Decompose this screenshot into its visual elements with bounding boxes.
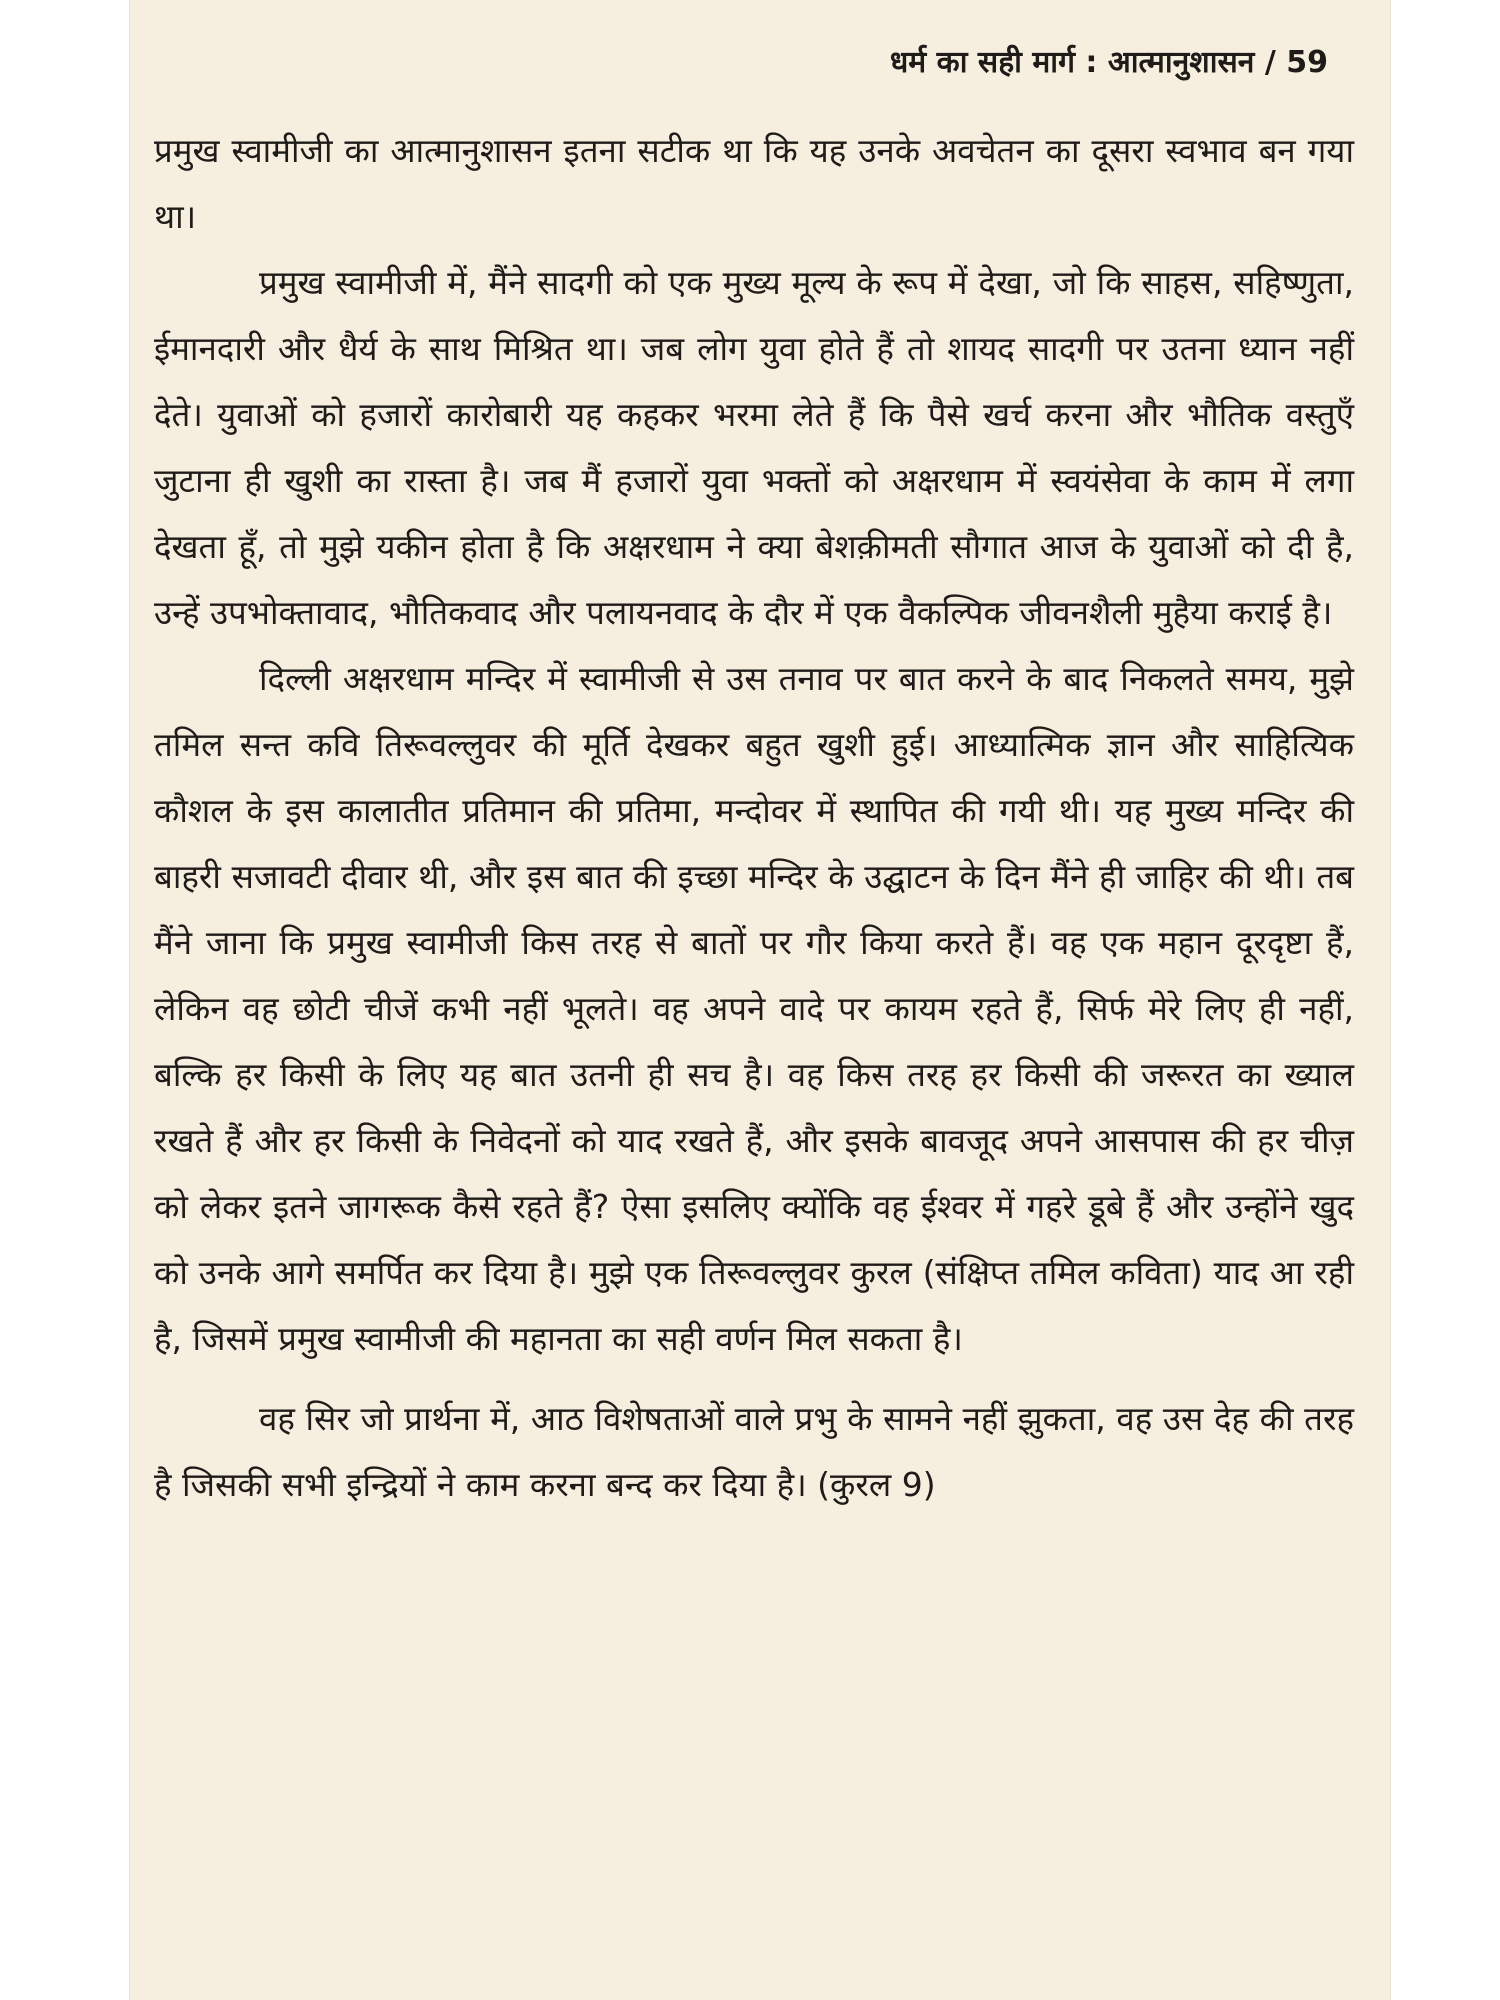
body-text (154, 118, 1354, 1518)
kural-quote: वह सिर जो प्रार्थना में, आठ विशेषताओं वाले प्रभु के सामने नहीं झुकता, वह उस देह की तरह है जिसकी सभी इन्द्रियों ने काम करना बन्द कर दिया है। (कुरल 9) (154, 1399, 1354, 1504)
book-page (130, 0, 1390, 2000)
paragraph-2: प्रमुख स्वामीजी में, मैंने सादगी को एक मुख्य मूल्य के रूप में देखा, जो कि साहस, सहिष्णुता, ईमानदारी और धैर्य के साथ मिश्रित था। जब लोग युवा होते हैं तो शायद सादगी पर उतना ध्यान नहीं देते। युवाओं को हजारों कारोबारी यह कहकर भरमा लेते हैं कि पैसे खर्च करना और भौतिक वस्तुएँ जुटाना ही खुशी का रास्ता है। जब मैं हजारों युवा भक्तों को अक्षरधाम में स्वयंसेवा के काम में लगा देखता हूँ, तो मुझे यकीन होता है कि अक्षरधाम ने क्या बेशक़ीमती सौगात आज के युवाओं को दी है, उन्हें उपभोक्तावाद, भौतिकवाद और पलायनवाद के दौर में एक वैकल्पिक जीवनशैली मुहैया कराई है। (154, 263, 1354, 632)
paragraph-1: प्रमुख स्वामीजी का आत्मानुशासन इतना सटीक था कि यह उनके अवचेतन का दूसरा स्वभाव बन गया था। (154, 131, 1354, 236)
paragraph-3: दिल्ली अक्षरधाम मन्दिर में स्वामीजी से उस तनाव पर बात करने के बाद निकलते समय, मुझे तमिल सन्त कवि तिरूवल्लुवर की मूर्ति देखकर बहुत खुशी हुई। आध्यात्मिक ज्ञान और साहित्यिक कौशल के इस कालातीत प्रतिमान की प्रतिमा, मन्दोवर में स्थापित की गयी थी। यह मुख्य मन्दिर की बाहरी सजावटी दीवार थी, और इस बात की इच्छा मन्दिर के उद्घाटन के दिन मैंने ही जाहिर की थी। तब मैंने जाना कि प्रमुख स्वामीजी किस तरह से बातों पर गौर किया करते हैं। वह एक महान दूरदृष्टा हैं, लेकिन वह छोटी चीजें कभी नहीं भूलते। वह अपने वादे पर कायम रहते हैं, सिर्फ मेरे लिए ही नहीं, बल्कि हर किसी के लिए यह बात उतनी ही सच है। वह किस तरह हर किसी की जरूरत का ख्याल रखते हैं और हर किसी के निवेदनों को याद रखते हैं, और इसके बावजूद अपने आसपास की हर चीज़ को लेकर इतने जागरूक कैसे रहते हैं? ऐसा इसलिए क्योंकि वह ईश्वर में गहरे डूबे हैं और उन्होंने खुद को उनके आगे समर्पित कर दिया है। मुझे एक तिरूवल्लुवर कुरल (संक्षिप्त तमिल कविता) याद आ रही है, जिसमें प्रमुख स्वामीजी की महानता का सही वर्णन मिल सकता है। (154, 659, 1354, 1358)
running-header: धर्म का सही मार्ग : आत्मानुशासन / 59 (889, 45, 1328, 80)
